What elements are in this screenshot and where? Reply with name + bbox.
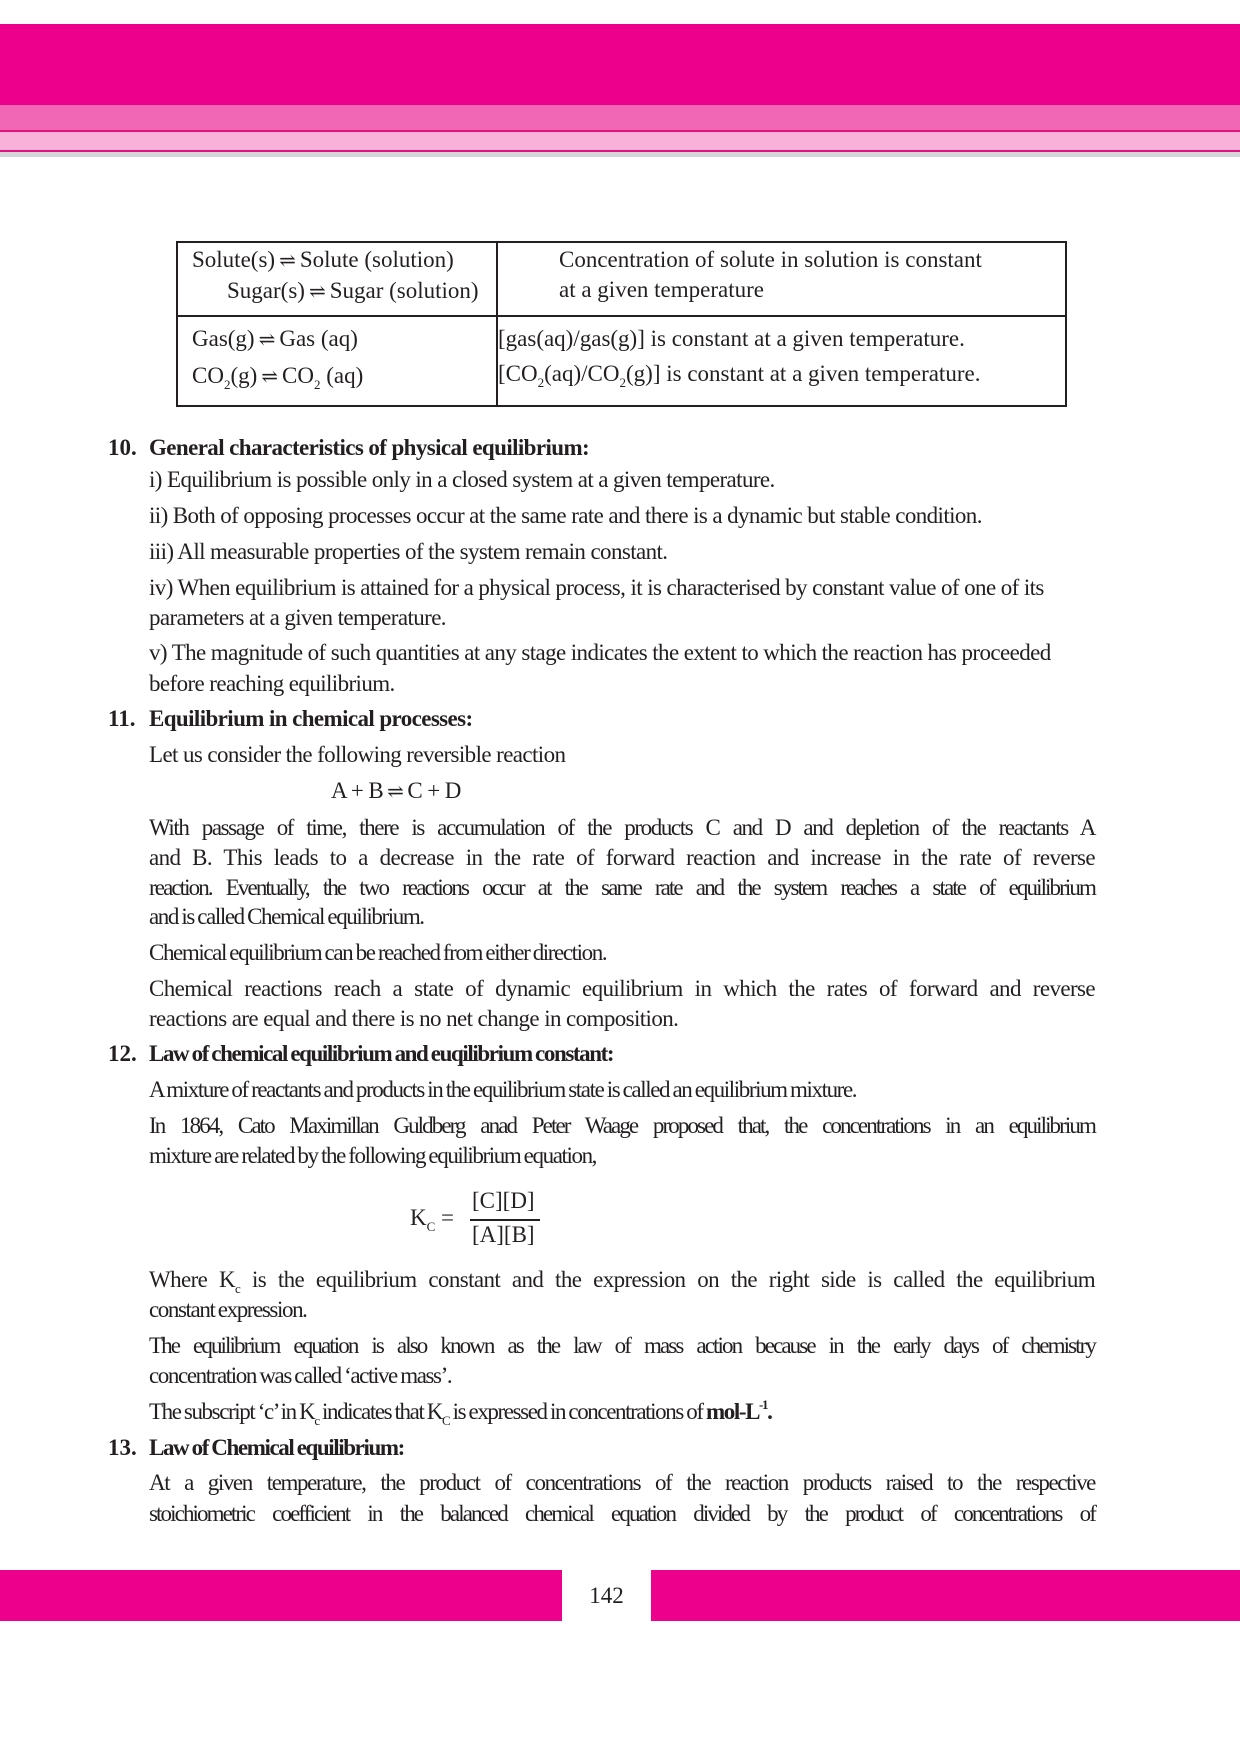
equation-line bbox=[178, 245, 496, 276]
subscript: 2 bbox=[223, 377, 231, 392]
equation-line bbox=[178, 321, 496, 358]
table-cell bbox=[497, 242, 1066, 316]
section-heading: General characteristics of physical equilibrium: bbox=[149, 435, 590, 460]
paragraph-line: Chemical reactions reach a state of dynamic equilibrium in which the rates of forward and reverse bbox=[149, 976, 1095, 1001]
paragraph-line bbox=[149, 1266, 1095, 1294]
paragraph-line: and B. This leads to a decrease in the rate of forward reaction and increase in the rate of reverse bbox=[149, 845, 1095, 870]
superscript: -1 bbox=[759, 1397, 768, 1412]
unit-text: mol-L bbox=[705, 1399, 760, 1424]
paragraph-line: reaction. Eventually, the two reactions occur at the same rate and the system reaches a state of equilibrium bbox=[149, 875, 1095, 900]
section-heading: Law of chemical equilibrium and euqilibrium constant: bbox=[149, 1041, 614, 1066]
description-line bbox=[498, 356, 1065, 391]
products: C + D bbox=[407, 778, 461, 803]
equilibrium-arrow-icon: ⇌ bbox=[308, 281, 326, 303]
equation-line bbox=[178, 276, 496, 307]
reactant: CO bbox=[192, 363, 224, 388]
table-cell bbox=[177, 242, 497, 316]
equilibrium-arrow-icon: ⇌ bbox=[261, 366, 279, 388]
reactant-state: (g) bbox=[230, 363, 258, 388]
text-run: is the equilibrium constant and the expression on the right side is called the equilibrium bbox=[240, 1267, 1096, 1292]
text-run: The subscript ‘c’ in K bbox=[149, 1399, 315, 1424]
paragraph: Chemical equilibrium can be reached from either direction. bbox=[149, 940, 607, 965]
text-run: is expressed in concentrations of bbox=[449, 1399, 706, 1424]
header-stripe-light bbox=[0, 132, 1240, 150]
paragraph-line: mixture are related by the following equilibrium equation, bbox=[149, 1143, 597, 1168]
description-line: at a given temperature bbox=[559, 277, 764, 302]
subscript: c bbox=[235, 1281, 241, 1296]
table-row bbox=[177, 316, 1066, 406]
paragraph-line bbox=[149, 1398, 771, 1426]
equals-sign: = bbox=[435, 1205, 455, 1230]
list-item-continuation: parameters at a given temperature. bbox=[149, 605, 446, 630]
product: Solute (solution) bbox=[299, 247, 454, 272]
list-item: v) The magnitude of such quantities at any stage indicates the extent to which the reaction has proceeded bbox=[149, 640, 1051, 665]
section-number: 11. bbox=[108, 706, 136, 731]
paragraph-line: and is called Chemical equilibrium. bbox=[149, 904, 424, 929]
page-number: 142 bbox=[589, 1583, 624, 1608]
text-run: indicates that K bbox=[318, 1399, 442, 1424]
reactant: Solute(s) bbox=[192, 247, 276, 272]
paragraph-line: constant expression. bbox=[149, 1297, 307, 1322]
header-stripe bbox=[0, 105, 1240, 130]
fraction-numerator: [C][D] bbox=[472, 1188, 535, 1213]
list-item: iv) When equilibrium is attained for a physical process, it is characterised by constant value of one of its bbox=[149, 575, 1044, 600]
section-number: 10. bbox=[108, 435, 137, 460]
paragraph-line: concentration was called ‘active mass’. bbox=[149, 1363, 452, 1388]
subscript: 2 bbox=[537, 375, 545, 390]
subscript: 2 bbox=[619, 375, 626, 390]
equation-line bbox=[178, 358, 496, 395]
paragraph-line: stoichiometric coefficient in the balanced chemical equation divided by the product of concentrations of bbox=[149, 1501, 1095, 1526]
table-row bbox=[177, 242, 1066, 316]
product: Sugar (solution) bbox=[329, 278, 479, 303]
reactant: Gas(g) bbox=[192, 326, 255, 351]
paragraph-line: The equilibrium equation is also known as the law of mass action because in the early days of chemistry bbox=[149, 1333, 1095, 1358]
list-item: ii) Both of opposing processes occur at the same rate and there is a dynamic but stable condition. bbox=[149, 503, 982, 528]
paragraph-line: In 1864, Cato Maximillan Guldberg anad Peter Waage proposed that, the concentrations in an equilibrium bbox=[149, 1113, 1095, 1138]
equilibrium-arrow-icon: ⇌ bbox=[279, 250, 296, 272]
text-run: (g)] is constant at a given temperature. bbox=[626, 361, 981, 386]
kc-symbol bbox=[410, 1205, 455, 1234]
section-number: 12. bbox=[108, 1041, 137, 1066]
paragraph-line: At a given temperature, the product of concentrations of the reaction products raised to the respective bbox=[149, 1470, 1095, 1495]
physical-equilibrium-table bbox=[176, 241, 1067, 407]
list-item: iii) All measurable properties of the system remain constant. bbox=[149, 539, 668, 564]
text-run: (aq)/CO bbox=[544, 361, 620, 386]
fraction-denominator: [A][B] bbox=[472, 1222, 535, 1247]
k-letter: K bbox=[410, 1205, 427, 1230]
paragraph: A mixture of reactants and products in the equilibrium state is called an equilibrium mixture. bbox=[149, 1077, 857, 1102]
list-item-continuation: before reaching equilibrium. bbox=[149, 671, 395, 696]
fraction-bar bbox=[470, 1219, 540, 1221]
table-cell bbox=[177, 316, 497, 406]
table-cell bbox=[497, 316, 1066, 406]
equilibrium-arrow-icon: ⇌ bbox=[387, 781, 404, 803]
subscript: C bbox=[426, 1219, 436, 1234]
description-line: Concentration of solute in solution is constant bbox=[559, 247, 982, 272]
paragraph-line: reactions are equal and there is no net change in composition. bbox=[149, 1006, 679, 1031]
subscript: c bbox=[314, 1413, 319, 1428]
footer-band-right bbox=[651, 1570, 1240, 1621]
header-band bbox=[0, 24, 1240, 105]
product-state: (aq) bbox=[320, 363, 364, 388]
header-shadow-rule bbox=[0, 152, 1240, 157]
description-line: [gas(aq)/gas(g)] is constant at a given temperature. bbox=[498, 326, 965, 351]
section-number: 13. bbox=[108, 1435, 137, 1460]
section-heading: Equilibrium in chemical processes: bbox=[149, 706, 473, 731]
product: Gas (aq) bbox=[279, 326, 358, 351]
reaction-equation bbox=[331, 777, 461, 806]
product: CO bbox=[282, 363, 314, 388]
reactant: Sugar(s) bbox=[227, 278, 305, 303]
text-run: [CO bbox=[498, 361, 538, 386]
paragraph: Let us consider the following reversible reaction bbox=[149, 742, 566, 767]
subscript: 2 bbox=[314, 377, 321, 392]
equilibrium-arrow-icon: ⇌ bbox=[258, 329, 276, 351]
text-run: Where K bbox=[149, 1267, 236, 1292]
footer-band-left bbox=[0, 1570, 562, 1621]
paragraph-line: With passage of time, there is accumulation of the products C and D and depletion of the reactants A bbox=[149, 815, 1095, 840]
list-item: i) Equilibrium is possible only in a closed system at a given temperature. bbox=[149, 467, 775, 492]
text-run: . bbox=[767, 1399, 772, 1424]
subscript: C bbox=[442, 1413, 450, 1428]
section-heading: Law of Chemical equilibrium: bbox=[149, 1435, 404, 1460]
reactants: A + B bbox=[331, 778, 384, 803]
